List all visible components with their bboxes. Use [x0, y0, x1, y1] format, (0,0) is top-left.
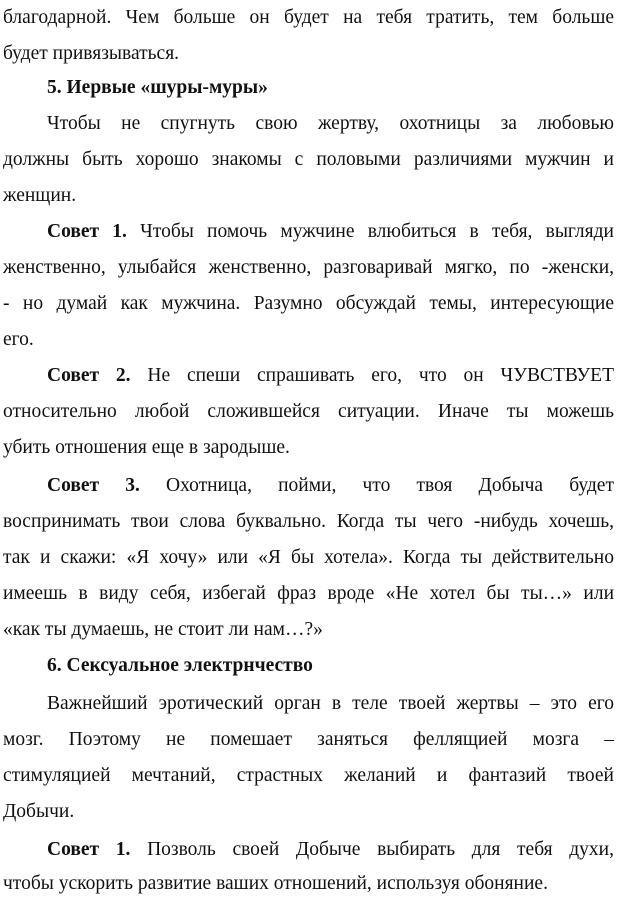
text-line: так и скажи: «Я хочу» или «Я бы хотела». Когда ты действительно — [3, 547, 614, 568]
tip-text: Позволь своей Добыче выбирать для тебя духи, — [147, 839, 614, 860]
text-line: будет привязываться. — [3, 43, 180, 64]
text-line: благодарной. Чем больше он будет на тебя тратить, тем больше — [3, 7, 614, 28]
tip-label: Совет 1. — [47, 839, 131, 860]
tip-line — [47, 214, 614, 250]
tip-label: Совет 2. — [47, 365, 131, 386]
tip-text: Охотница, пойми, что твоя Добыча будет — [166, 475, 614, 496]
text-line: имеешь в виду себя, избегай фраз вроде «Не хотел бы ты…» или — [3, 583, 614, 604]
text-line: Важнейший эротический орган в теле твоей жертвы – это его — [47, 693, 614, 714]
tip-text: Не спеши спрашивать его, что он ЧУВСТВУЕТ — [147, 365, 614, 386]
text-line: чтобы ускорить развитие ваших отношений, используя обоняние. — [3, 873, 548, 894]
text-line: убить отношения еще в зародыше. — [3, 437, 290, 458]
section-heading: 5. Иервые «шуры-муры» — [47, 77, 268, 98]
text-line: должны быть хорошо знакомы с половыми различиями мужчин и — [3, 149, 614, 170]
tip-text: Чтобы помочь мужчине влюбиться в тебя, выгляди — [140, 221, 614, 242]
text-line: Чтобы не спугнуть свою жертву, охотницы за любовью — [47, 113, 614, 134]
text-line: воспринимать твои слова буквально. Когда ты чего -нибудь хочешь, — [3, 511, 614, 532]
text-line: его. — [3, 329, 34, 350]
tip-line — [47, 832, 614, 868]
text-line: стимуляцией мечтаний, страстных желаний и фантазий твоей — [3, 765, 614, 786]
tip-label: Совет 1. — [47, 221, 127, 242]
text-line: относительно любой сложившейся ситуации. Иначе ты можешь — [3, 401, 614, 422]
text-line: - но думай как мужчина. Разумно обсуждай темы, интересующие — [3, 293, 614, 314]
tip-line — [47, 358, 614, 394]
text-line: женщин. — [3, 185, 77, 206]
text-line: мозг. Поэтому не помешает заняться феллящией мозга – — [3, 729, 614, 750]
text-line: Добычи. — [3, 801, 75, 822]
tip-line — [47, 468, 614, 504]
section-heading: 6. Сексуальное электрнчество — [47, 655, 313, 676]
text-line: «как ты думаешь, не стоит ли нам…?» — [3, 619, 323, 640]
tip-label: Совет 3. — [47, 475, 140, 496]
text-line: женственно, улыбайся женственно, разговаривай мягко, по -женски, — [3, 257, 614, 278]
